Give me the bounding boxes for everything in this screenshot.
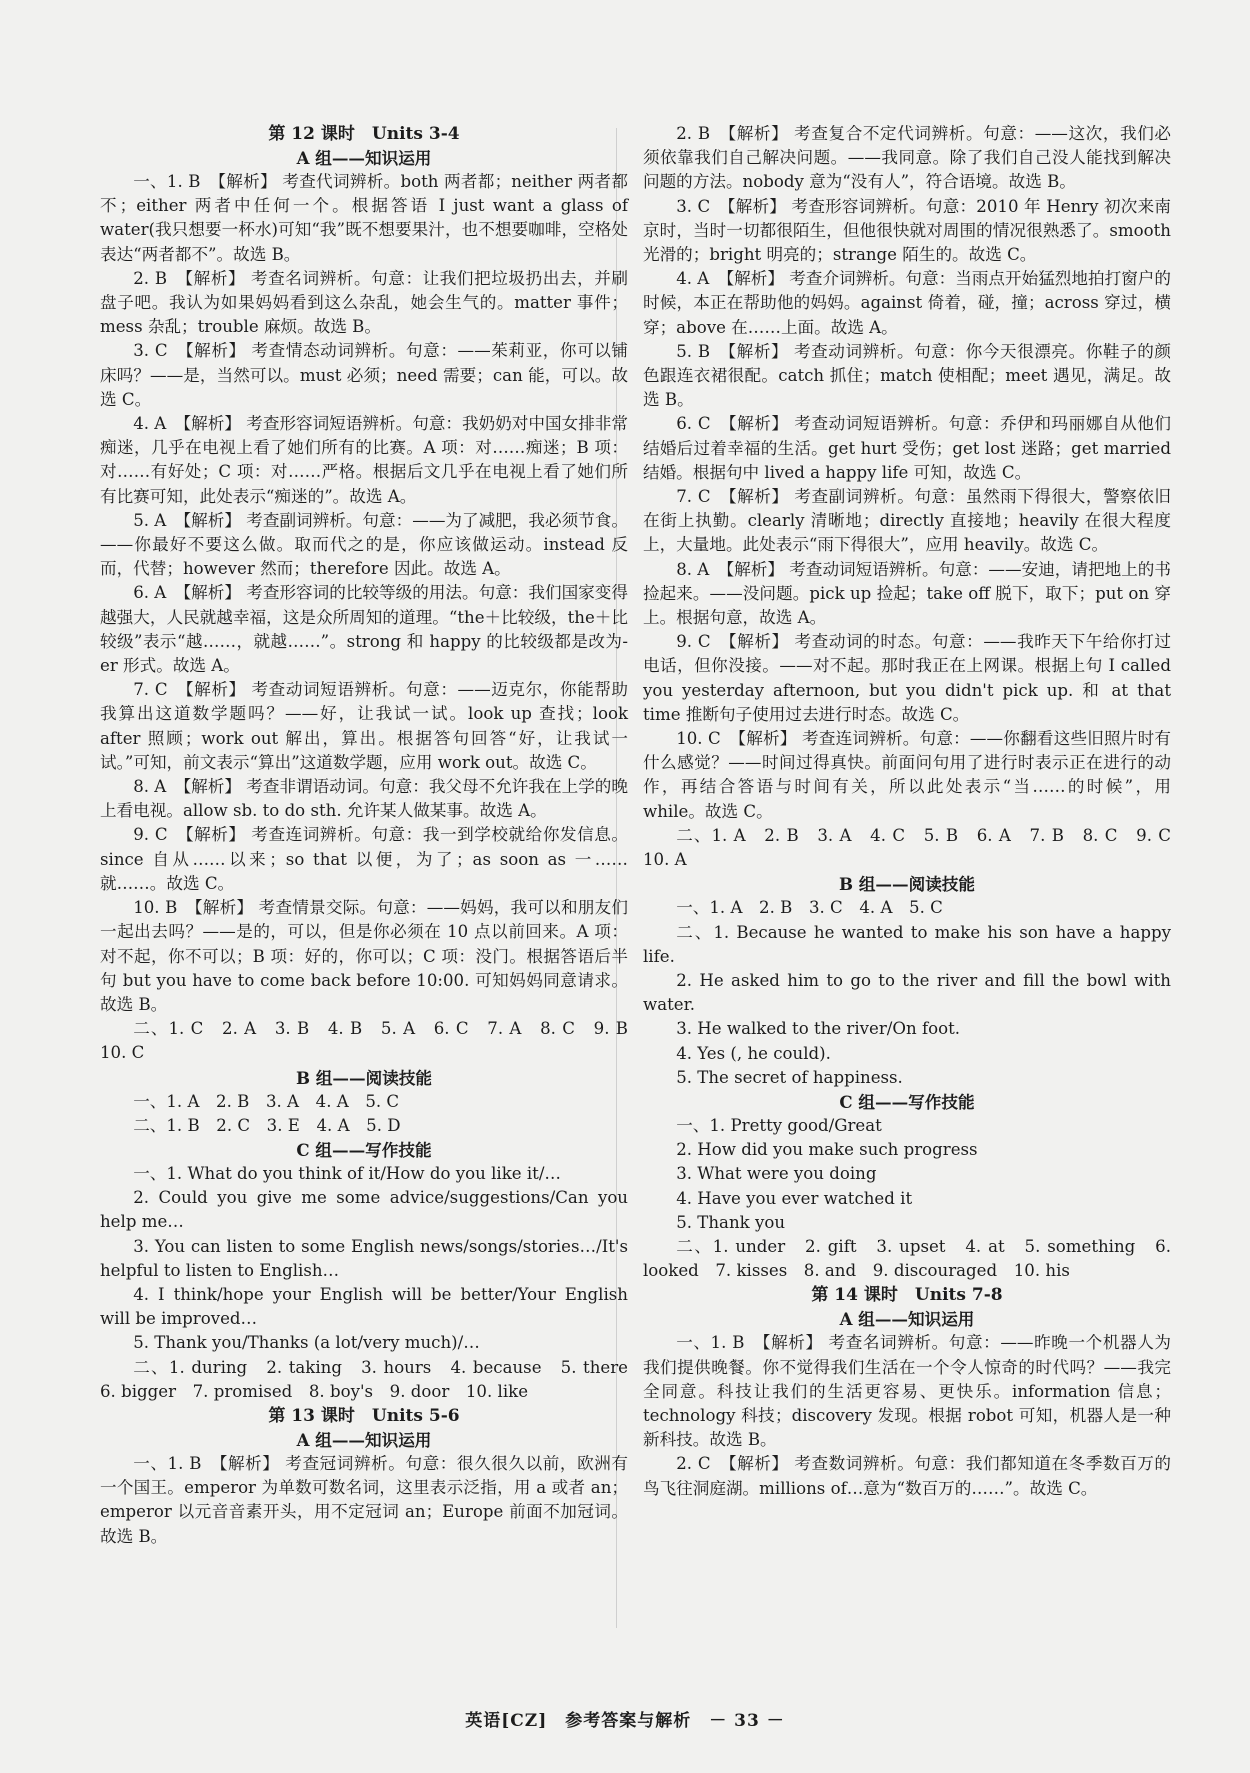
answer-paragraph: 3. C 【解析】 考查形容词辨析。句意：2010 年 Henry 初次来南京时，当时一切都很陌生，但他很快就对周围的情况很熟悉了。smooth 光滑的；bright 明亮的；strange 陌生的。故选 C。 xyxy=(643,196,1171,265)
answer-paragraph: 10. C 【解析】 考查连词辨析。句意：——你翻看这些旧照片时有什么感觉？——时间过得真快。前面问句用了进行时表示正在进行的动作，再结合答语与时间有关，所以此处表示“当……的时候”，用 while。故选 C。 xyxy=(643,729,1171,821)
answer-paragraph: 二、1. B 2. C 3. E 4. A 5. D xyxy=(133,1115,401,1135)
answer-paragraph: 2. He asked him to go to the river and fill the bowl with water. xyxy=(643,970,1171,1015)
section-heading: A 组——知识运用 xyxy=(296,148,432,168)
answer-paragraph: 二、1. A 2. B 3. A 4. C 5. B 6. A 7. B 8. C 9. C 10. A xyxy=(643,825,1188,870)
answer-paragraph: 2. Could you give me some advice/suggestions/Can you help me… xyxy=(100,1188,628,1232)
answer-paragraph: 一、1. B 【解析】 考查冠词辨析。句意：很久很久以前，欧洲有一个国王。emperor 为单数可数名词，这里表示泛指，用 a 或者 an；emperor 以元音音素开头，用不定冠词 an；Europe 前面不加冠词。故选 B。 xyxy=(100,1453,628,1546)
answer-paragraph: 10. B 【解析】 考查情景交际。句意：——妈妈，我可以和朋友们一起出去吗？——是的，可以，但是你必须在 10 点以前回来。A 项：对不起，你不可以；B 项：好的，你可以；C 项：没门。根据答语后半句 but you have to come back before 10:00. 可知妈妈同意请求。故选 B。 xyxy=(100,898,628,1014)
section-heading: A 组——知识运用 xyxy=(839,1309,975,1330)
answer-paragraph: 2. B 【解析】 考查复合不定代词辨析。句意：——这次，我们必须依靠我们自己解决问题。——我同意。除了我们自己没人能找到解决问题的方法。nobody 意为“没有人”，符合语境。故选 B。 xyxy=(643,124,1171,192)
answer-paragraph: 3. You can listen to some English news/songs/stories…/It's helpful to listen to English… xyxy=(100,1236,628,1280)
answer-paragraph: 4. I think/hope your English will be better/Your English will be improved… xyxy=(100,1284,628,1329)
answer-paragraph: 二、1. under 2. gift 3. upset 4. at 5. something 6. looked 7. kisses 8. and 9. discouraged 10. his xyxy=(643,1236,1171,1281)
section-heading: B 组——阅读技能 xyxy=(296,1067,432,1088)
answer-paragraph: 一、1. What do you think of it/How do you like it/… xyxy=(133,1163,562,1183)
answer-paragraph: 一、1. B 【解析】 考查代词辨析。both 两者都；neither 两者都不；either 两者中任何一个。根据答语 I just want a glass of water(我只想要一杯水)可知“我”既不想要果汁，也不想要咖啡，空格处表达“两者都不”。故选 B。 xyxy=(100,172,628,264)
answer-paragraph: 2. How did you make such progress xyxy=(676,1140,978,1160)
section-heading: A 组——知识运用 xyxy=(296,1429,432,1450)
answer-paragraph: 一、1. A 2. B 3. C 4. A 5. C xyxy=(676,898,943,918)
page-footer: 英语[CZ] 参考答案与解析 － 33 － xyxy=(465,1711,785,1731)
answer-paragraph: 7. C 【解析】 考查动词短语辨析。句意：——迈克尔，你能帮助我算出这道数学题吗？——好，让我试一试。look up 查找；look after 照顾；work out 解出，算出。根据答句回答“好，让我试一试。”可知，前文表示“算出”这道数学题，应用 work out。故选 C。 xyxy=(100,680,628,772)
answer-paragraph: 5. The secret of happiness. xyxy=(676,1067,903,1087)
answer-paragraph: 4. Yes (, he could). xyxy=(676,1043,831,1063)
answer-paragraph: 6. C 【解析】 考查动词短语辨析。句意：乔伊和玛丽娜自从他们结婚后过着幸福的生活。get hurt 受伤；get lost 迷路；get married 结婚。根据句中 lived a happy life 可知，故选 C。 xyxy=(643,414,1171,482)
answer-paragraph: 5. B 【解析】 考查动词辨析。句意：你今天很漂亮。你鞋子的颜色跟连衣裙很配。catch 抓住；match 使相配；meet 遇见，满足。故选 B。 xyxy=(643,341,1171,410)
lesson-heading: 第 12 课时 Units 3-4 xyxy=(268,124,460,144)
answer-paragraph: 5. Thank you/Thanks (a lot/very much)/… xyxy=(133,1333,480,1353)
section-heading: B 组——阅读技能 xyxy=(839,874,975,895)
lesson-heading: 第 13 课时 Units 5-6 xyxy=(268,1405,460,1426)
section-heading: C 组——写作技能 xyxy=(296,1139,432,1160)
left-column xyxy=(100,122,645,1549)
answer-paragraph: 3. What were you doing xyxy=(676,1164,877,1184)
answer-paragraph: 6. A 【解析】 考查形容词的比较等级的用法。句意：我们国家变得越强大，人民就越幸福，这是众所周知的道理。“the＋比较级，the＋比较级”表示“越……，就越……”。strong 和 happy 的比较级都是改为-er 形式。故选 A。 xyxy=(100,583,628,676)
answer-paragraph: 3. He walked to the river/On foot. xyxy=(676,1019,961,1039)
lesson-heading: 第 14 课时 Units 7-8 xyxy=(811,1285,1003,1306)
answer-paragraph: 二、1. Because he wanted to make his son have a happy life. xyxy=(643,922,1171,966)
answer-paragraph: 3. C 【解析】 考查情态动词辨析。句意：——茱莉亚，你可以铺床吗？——是，当然可以。must 必须；need 需要；can 能，可以。故选 C。 xyxy=(100,341,628,409)
answer-paragraph: 9. C 【解析】 考查动词的时态。句意：——我昨天下午给你打过电话，但你没接。——对不起。那时我正在上网课。根据上句 I called you yesterday afternoon, but you didn't pick up. 和 at that time 推断句子使用过去进行时态。故选 C。 xyxy=(643,632,1171,724)
right-column xyxy=(643,122,1188,1501)
answer-paragraph: 一、1. A 2. B 3. A 4. A 5. C xyxy=(133,1091,400,1111)
answer-paragraph: 4. A 【解析】 考查介词辨析。句意：当雨点开始猛烈地拍打窗户的时候，本正在帮助他的妈妈。against 倚着，碰，撞；across 穿过，横穿；above 在……上面。故选 A。 xyxy=(643,269,1171,337)
answer-paragraph: 一、1. B 【解析】 考查名词辨析。句意：——昨晚一个机器人为我们提供晚餐。你不觉得我们生活在一个令人惊奇的时代吗？——我完全同意。科技让我们的生活更容易、更快乐。information 信息；technology 科技；discovery 发现。根据 robot 可知，机器人是一种新科技。故选 B。 xyxy=(643,1333,1171,1450)
section-heading: C 组——写作技能 xyxy=(839,1091,975,1112)
answer-paragraph: 2. C 【解析】 考查数词辨析。句意：我们都知道在冬季数百万的鸟飞往洞庭湖。millions of…意为“数百万的……”。故选 C。 xyxy=(643,1454,1171,1498)
answer-paragraph: 一、1. Pretty good/Great xyxy=(676,1115,882,1135)
answer-paragraph: 9. C 【解析】 考查连词辨析。句意：我一到学校就给你发信息。since 自从……以来；so that 以便，为了；as soon as 一……就……。故选 C。 xyxy=(100,825,628,893)
answer-paragraph: 4. Have you ever watched it xyxy=(676,1188,913,1208)
answer-paragraph: 8. A 【解析】 考查非谓语动词。句意：我父母不允许我在上学的晚上看电视。allow sb. to do sth. 允许某人做某事。故选 A。 xyxy=(100,777,628,821)
answer-paragraph: 二、1. during 2. taking 3. hours 4. because 5. there 6. bigger 7. promised 8. boy's 9. door 10. like xyxy=(100,1357,645,1401)
answer-paragraph: 7. C 【解析】 考查副词辨析。句意：虽然雨下得很大，警察依旧在街上执勤。clearly 清晰地；directly 直接地；heavily 在很大程度上，大量地。此处表示“雨下得很大”，应用 heavily。故选 C。 xyxy=(643,487,1171,555)
answer-paragraph: 8. A 【解析】 考查动词短语辨析。句意：——安迪，请把地上的书捡起来。——没问题。pick up 捡起；take off 脱下，取下；put on 穿上。根据句意，故选 A。 xyxy=(643,559,1171,628)
answer-paragraph: 5. A 【解析】 考查副词辨析。句意：——为了减肥，我必须节食。——你最好不要这么做。取而代之的是，你应该做运动。instead 反而，代替；however 然而；therefore 因此。故选 A。 xyxy=(100,510,628,579)
answer-paragraph: 5. Thank you xyxy=(676,1212,786,1232)
answer-paragraph: 二、1. C 2. A 3. B 4. B 5. A 6. C 7. A 8. C 9. B 10. C xyxy=(100,1019,645,1063)
answer-paragraph: 4. A 【解析】 考查形容词短语辨析。句意：我奶奶对中国女排非常痴迷，几乎在电视上看了她们所有的比赛。A 项：对……痴迷；B 项：对……有好处；C 项：对……严格。根据后文几乎在电视上看了她们所有比赛可知，此处表示“痴迷的”。故选 A。 xyxy=(100,414,628,506)
answer-paragraph: 2. B 【解析】 考查名词辨析。句意：让我们把垃圾扔出去，并刷盘子吧。我认为如果妈妈看到这么杂乱，她会生气的。matter 事件；mess 杂乱；trouble 麻烦。故选 B。 xyxy=(100,268,628,337)
